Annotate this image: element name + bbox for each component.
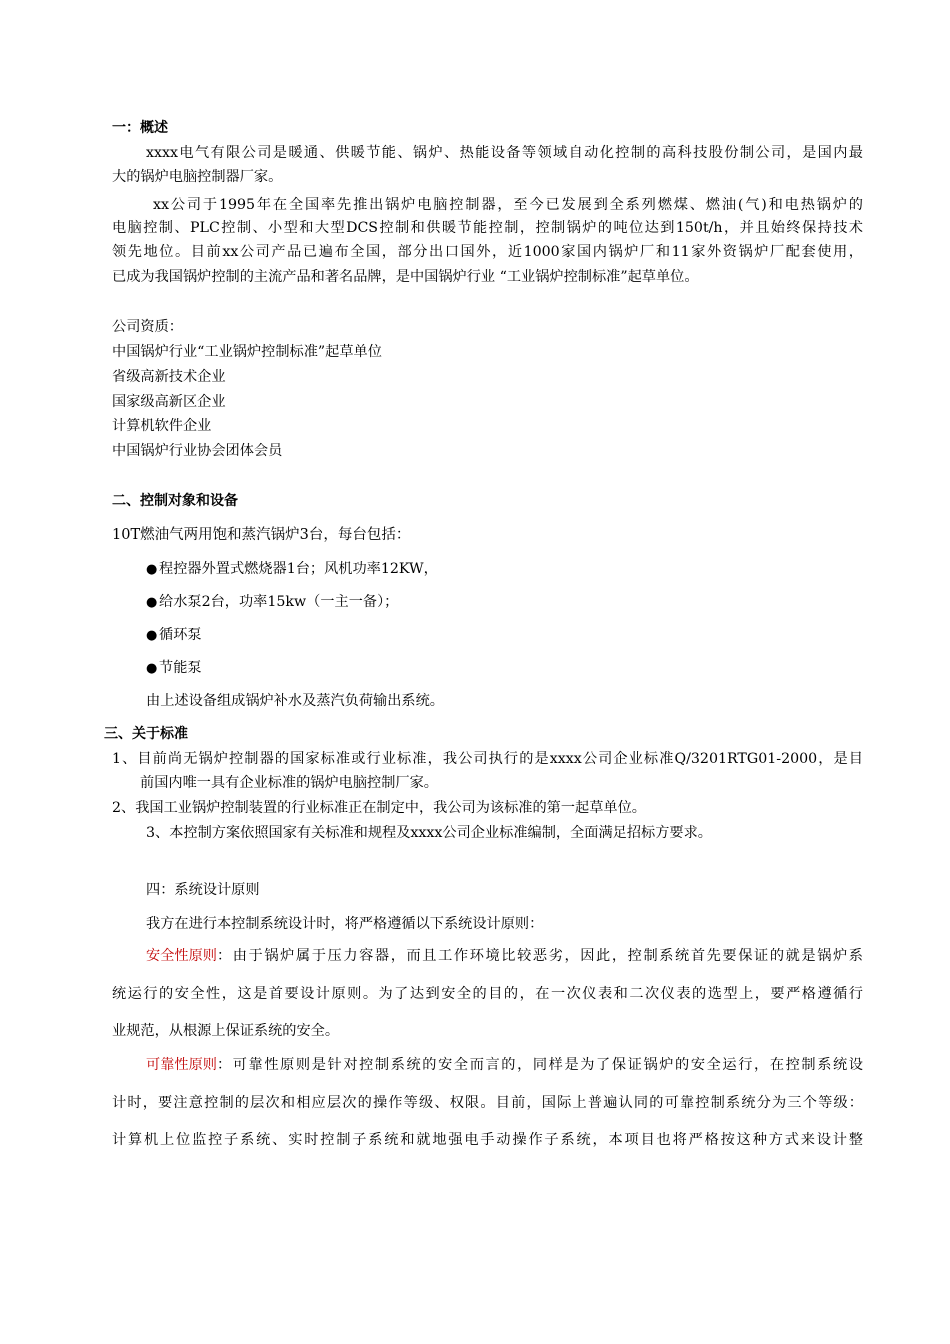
reliability-principle-label: 可靠性原则 bbox=[146, 1057, 217, 1073]
s4-intro: 我方在进行本控制系统设计时，将严格遵循以下系统设计原则： bbox=[146, 916, 544, 932]
equipment-bullet bbox=[146, 591, 398, 614]
equipment-bullet-text: 程控器外置式燃烧器1台；风机功率12KW， bbox=[159, 561, 438, 577]
s1-paragraph-2-line-2: 电脑控制、PLC控制、小型和大型DCS控制和供暖节能控制，控制锅炉的吨位达到150t/h，并且始终保持技术 bbox=[112, 220, 863, 236]
equipment-bullet-text: 给水泵2台，功率15kw（一主一备）； bbox=[159, 594, 399, 610]
equipment-bullet-text: 节能泵 bbox=[159, 660, 202, 676]
s4-safety-line-3: 业规范，从根源上保证系统的安全。 bbox=[112, 1023, 340, 1039]
qualification-item: 中国锅炉行业协会团体会员 bbox=[112, 443, 283, 459]
equipment-bullet bbox=[146, 624, 202, 647]
s3-item-1-line-2: 前国内唯一具有企业标准的锅炉电脑控制厂家。 bbox=[140, 775, 438, 791]
reliability-principle-text: ：可靠性原则是针对控制系统的安全而言的，同样是为了保证锅炉的安全运行，在控制系统设 bbox=[216, 1057, 863, 1073]
bullet-dot-icon: ● bbox=[146, 595, 158, 610]
s3-item-2: 2、我国工业锅炉控制装置的行业标准正在制定中，我公司为该标准的第一起草单位。 bbox=[112, 800, 646, 816]
section-4-title: 四：系统设计原则 bbox=[146, 882, 260, 898]
bullet-dot-icon: ● bbox=[146, 661, 158, 676]
qualification-item: 中国锅炉行业“工业锅炉控制标准”起草单位 bbox=[112, 344, 382, 360]
equipment-bullet-text: 循环泵 bbox=[159, 627, 202, 643]
s1-paragraph-2-line-1: xx公司于1995年在全国率先推出锅炉电脑控制器，至今已发展到全系列燃煤、燃油(气)和电热锅炉的 bbox=[153, 197, 863, 213]
s3-item-3: 3、本控制方案依照国家有关标准和规程及xxxx公司企业标准编制，全面满足招标方要求。 bbox=[146, 825, 712, 841]
s4-safety-line-2: 统运行的安全性，这是首要设计原则。为了达到安全的目的，在一次仪表和二次仪表的选型上，要严格遵循行 bbox=[112, 986, 863, 1002]
safety-principle-label: 安全性原则 bbox=[146, 948, 217, 964]
section-1-title: 一：概述 bbox=[112, 120, 168, 136]
qualification-item: 省级高新技术企业 bbox=[112, 369, 226, 385]
s4-reliability-line-3: 计算机上位监控子系统、实时控制子系统和就地强电手动操作子系统，本项目也将严格按这种方式来设计整 bbox=[112, 1132, 863, 1148]
s4-reliability-line-2: 计时，要注意控制的层次和相应层次的操作等级、权限。目前，国际上普遍认同的可靠控制系统分为三个等级： bbox=[112, 1095, 863, 1111]
safety-principle-text: ：由于锅炉属于压力容器，而且工作环境比较恶劣，因此，控制系统首先要保证的就是锅炉系 bbox=[216, 948, 863, 964]
qualification-item: 计算机软件企业 bbox=[112, 418, 212, 434]
bullet-dot-icon: ● bbox=[146, 628, 158, 643]
s4-safety-line-1 bbox=[146, 945, 863, 967]
s3-item-1-line-1: 1、目前尚无锅炉控制器的国家标准或行业标准，我公司执行的是xxxx公司企业标准Q/3201RTG01-2000，是目 bbox=[112, 751, 863, 767]
section-2-title: 二、控制对象和设备 bbox=[112, 493, 238, 509]
equipment-bullet bbox=[146, 558, 438, 581]
section-3-title: 三、关于标准 bbox=[104, 726, 188, 742]
s2-summary: 由上述设备组成锅炉补水及蒸汽负荷输出系统。 bbox=[146, 693, 444, 709]
s1-paragraph-1-line-2: 大的锅炉电脑控制器厂家。 bbox=[112, 169, 283, 185]
bullet-dot-icon: ● bbox=[146, 562, 158, 577]
qualification-item: 国家级高新区企业 bbox=[112, 394, 226, 410]
s4-reliability-line-1 bbox=[146, 1054, 863, 1076]
s2-intro: 10T燃油气两用饱和蒸汽锅炉3台，每台包括： bbox=[112, 527, 411, 543]
qualifications-title: 公司资质： bbox=[112, 319, 183, 335]
s1-paragraph-2-line-4: 已成为我国锅炉控制的主流产品和著名品牌，是中国锅炉行业 “工业锅炉控制标准”起草单位。 bbox=[112, 269, 699, 285]
s1-paragraph-1-line-1: xxxx电气有限公司是暖通、供暖节能、锅炉、热能设备等领域自动化控制的高科技股份制公司，是国内最 bbox=[146, 145, 863, 161]
equipment-bullet bbox=[146, 657, 202, 680]
s1-paragraph-2-line-3: 领先地位。目前xx公司产品已遍布全国，部分出口国外，近1000家国内锅炉厂和11家外资锅炉厂配套使用， bbox=[112, 244, 863, 260]
